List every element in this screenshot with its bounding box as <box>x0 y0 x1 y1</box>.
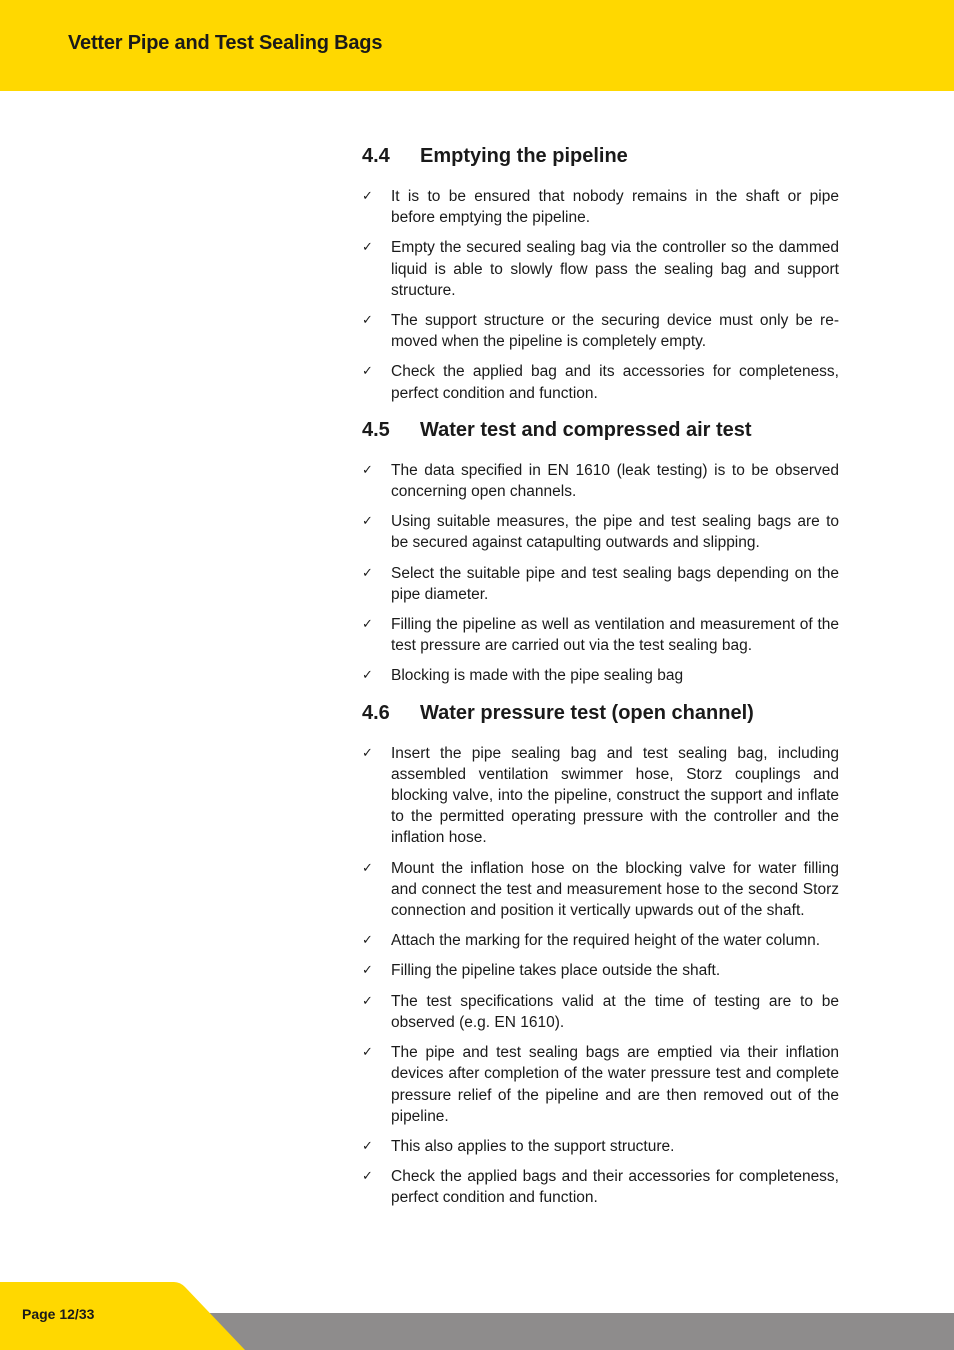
checklist-item-text: This also applies to the support structure. <box>391 1137 675 1155</box>
checklist <box>362 186 839 404</box>
section-4-5 <box>362 416 839 687</box>
checkmark-icon: ✓ <box>362 933 373 949</box>
page-number: Page 12/33 <box>22 1306 95 1322</box>
checklist-item-text: It is to be ensured that nobody remains in the shaft or pipe before emptying the pipeline. <box>391 188 839 227</box>
checkmark-icon: ✓ <box>362 462 373 478</box>
checklist-item <box>362 186 839 228</box>
section-heading <box>362 416 839 444</box>
checklist <box>362 460 839 687</box>
section-title: Water test and compressed air test <box>420 418 752 441</box>
section-heading <box>362 699 839 727</box>
checkmark-icon: ✓ <box>362 1045 373 1061</box>
checklist-item <box>362 1166 839 1208</box>
checklist-item <box>362 310 839 352</box>
checklist-item <box>362 743 839 849</box>
section-number: 4.5 <box>362 418 390 441</box>
checkmark-icon: ✓ <box>362 240 373 256</box>
section-4-6 <box>362 699 839 1209</box>
section-title: Emptying the pipeline <box>420 145 628 167</box>
checklist-item-text: Select the suitable pipe and test sealing bags depending on the pipe diameter. <box>391 564 839 603</box>
checklist-item <box>362 960 839 981</box>
checklist-item <box>362 511 839 553</box>
checklist-item-text: Filling the pipeline as well as ventilation and measurement of the test pressure are carried out via the test sealing bag. <box>391 616 839 655</box>
checklist-item-text: Insert the pipe sealing bag and test sealing bag, including assembled ventilation swimmer hose, Storz couplings and blocking valve, into the pipeline, construct the support and inflate to the permitted operating pressure with the controller and the inflation hose. <box>391 744 839 847</box>
checklist-item <box>362 991 839 1033</box>
checklist-item <box>362 563 839 605</box>
section-4-4 <box>362 142 839 404</box>
checkmark-icon: ✓ <box>362 1169 373 1185</box>
checkmark-icon: ✓ <box>362 993 373 1009</box>
checklist-item <box>362 614 839 656</box>
checklist-item <box>362 930 839 951</box>
checklist-item-text: Using suitable measures, the pipe and test sealing bags are to be secured against catapulting outwards and slipping. <box>391 513 839 552</box>
checklist-item-text: Filling the pipeline takes place outside the shaft. <box>391 962 721 980</box>
checklist-item-text: The data specified in EN 1610 (leak testing) is to be observed concerning open channels. <box>391 461 839 501</box>
checkmark-icon: ✓ <box>362 617 373 633</box>
checkmark-icon: ✓ <box>362 668 373 684</box>
checkmark-icon: ✓ <box>362 364 373 380</box>
checkmark-icon: ✓ <box>362 1138 373 1154</box>
checkmark-icon: ✓ <box>362 313 373 329</box>
checkmark-icon: ✓ <box>362 860 373 876</box>
document-title: Vetter Pipe and Test Sealing Bags <box>68 32 383 54</box>
checklist-item <box>362 237 839 301</box>
checklist-item-text: The pipe and test sealing bags are emptied via their inflation devices after completion of the water pressure test and complete pressure relief of the pipeline and are then removed out of the pipeline. <box>391 1044 839 1125</box>
checklist-item-text: The support structure or the securing device must only be removed when the pipeline is completely empty. <box>391 312 839 351</box>
checklist-item-text: Attach the marking for the required height of the water column. <box>391 932 821 950</box>
section-number: 4.4 <box>362 145 390 167</box>
section-title: Water pressure test (open channel) <box>420 701 754 724</box>
checkmark-icon: ✓ <box>362 565 373 581</box>
checklist <box>362 743 839 1209</box>
checkmark-icon: ✓ <box>362 963 373 979</box>
checklist-item <box>362 1042 839 1127</box>
checklist-item-text: Check the applied bags and their accessories for completeness, perfect condition and function. <box>391 1168 839 1207</box>
checklist-item-text: The test specifications valid at the time of testing are to be observed (e.g. EN 1610). <box>391 992 839 1031</box>
checklist-item <box>362 460 839 502</box>
checklist-item-text: Mount the inflation hose on the blocking valve for water filling and connect the test and measurement hose to the second Storz connection and position it vertically upwards out of the shaft. <box>391 859 839 920</box>
checkmark-icon: ✓ <box>362 514 373 530</box>
checklist-item-text: Blocking is made with the pipe sealing bag <box>391 667 684 685</box>
section-number: 4.6 <box>362 701 390 724</box>
checklist-item <box>362 858 839 922</box>
checklist-item <box>362 665 839 686</box>
checklist-item-text: Empty the secured sealing bag via the controller so the dammed liquid is able to slowly flow pass the sealing bag and support structure. <box>391 239 839 299</box>
checkmark-icon: ✓ <box>362 189 373 204</box>
checkmark-icon: ✓ <box>362 745 373 761</box>
main-content <box>362 142 839 1218</box>
checklist-item <box>362 361 839 403</box>
section-heading <box>362 142 839 170</box>
checklist-item-text: Check the applied bag and its accessories for completeness, perfect condition and function. <box>391 363 839 402</box>
checklist-item <box>362 1136 839 1157</box>
